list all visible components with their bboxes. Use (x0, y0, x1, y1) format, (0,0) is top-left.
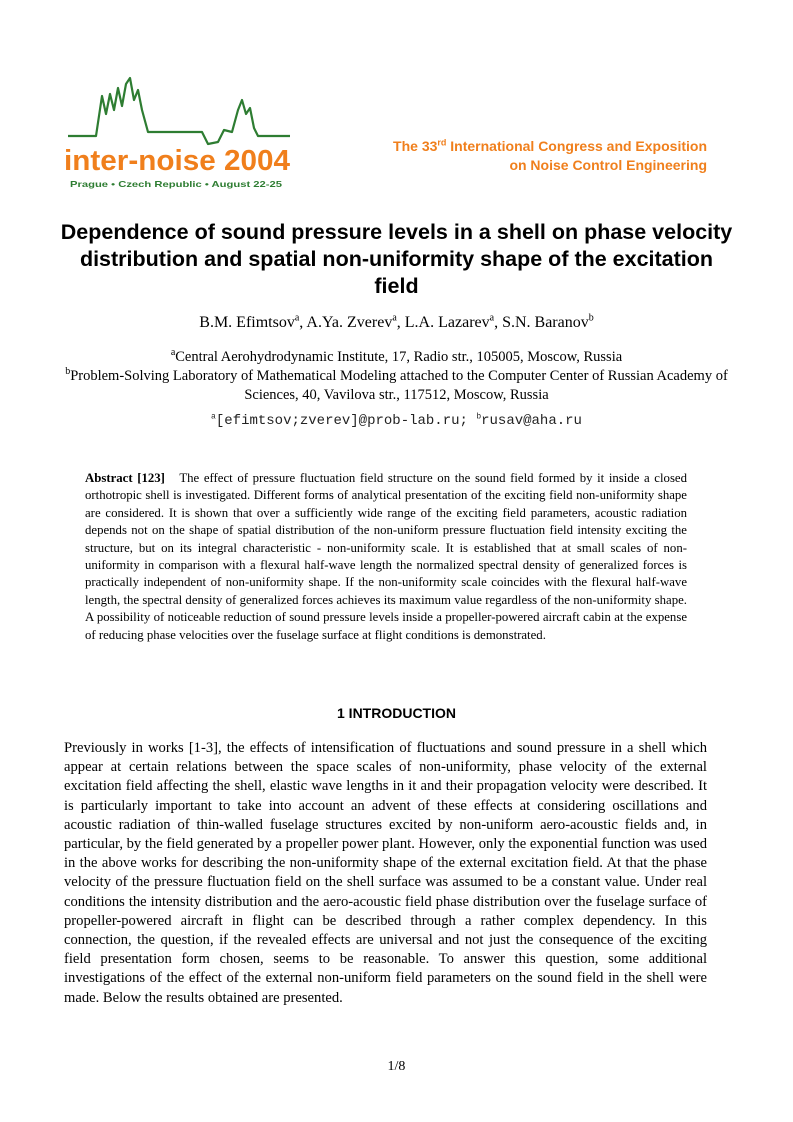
conference-name (393, 137, 707, 175)
contact-emails: $^a$[efimtsov;zverev]@prob-lab.ru; $^b$rusav@aha.ru (211, 412, 582, 429)
abstract-text: The effect of pressure fluctuation field structure on the sound field formed by it inside a closed orthotropic shell is investigated. Different forms of analytical presentation of the exciting field non-uniformity shape are considered. It is shown that over a sufficiently wide range of the exciting field parameters, acoustic radiation depends not on the shape of spatial distribution of the non-uniform pressure fluctuation field intensity exciting the structure, but on its integral characteristic - non-uniformity scale. It is established that at small scales of non-uniformity in comparison with a flexural half-wave length the normalized spectral density of generalized forces is practically independent of non-uniformity shape. If the non-uniformity scale coincides with the flexural half-wave length, the spectral density of generalized forces achieves its maximum value regardless of the non-uniformity shape. A possibility of noticeable reduction of sound pressure levels inside a propeller-powered aircraft cabin at the expense of reducing phase velocities over the fuselage surface at flight conditions is demonstrated. (85, 471, 687, 642)
conference-logo (62, 70, 294, 194)
email-link[interactable]: [efimtsov;zverev]@prob-lab.ru; (215, 413, 468, 429)
affiliation: $^b$Problem-Solving Laboratory of Mathematical Modeling attached to the Computer Center of Russian Academy of Sciences, 40, Vavilova str., 117512, Moscow, Russia (65, 366, 728, 403)
logo-graphic (62, 70, 294, 194)
author: L.A. Lazarev (404, 314, 490, 331)
author: B.M. Efimtsov (199, 314, 295, 331)
logo-tagline: Prague • Czech Republic • August 22-25 (70, 179, 283, 189)
affiliation: $^a$Central Aerohydrodynamic Institute, 17, Radio str., 105005, Moscow, Russia (170, 347, 623, 365)
page-number: 1/8 (387, 1059, 406, 1074)
email-link[interactable]: rusav@aha.ru (481, 413, 582, 429)
conference-line-1: The 33rd International Congress and Exposition (393, 137, 707, 154)
introduction-paragraph: Previously in works [1-3], the effects of intensification of fluctuations and sound pressure in a shell which appear at certain relations between the space scales of non-uniformity, phase velocity of the external excitation field affecting the shell, elastic wave lengths in it and their propagation velocity were described. It is particularly important to take into account an advent of these effects at considering oscillations and acoustic radiation of thin-walled fuselage structures excited by non-uniform aero-acoustic fields and, in particular, by the field generated by a propeller power plant. However, only the exponential function was used in the above works for describing the non-uniformity shape of the external excitation field. At that the phase velocity of the pressure fluctuation field on the shell surface was assumed to be a constant value. Under real conditions the intensity distribution and the aero-acoustic field phase distribution over the fuselage surface of propeller-powered aircraft in flight can be described through a rather complex dependency. In this connection, the question, if the revealed effects are universal and not just the consequence of the exciting field presentation form chosen, seems to be reasonable. To answer this question, some additional investigations of the effect of the external non-uniform field parameters on the sound field in the shell were made. Below the results obtained are presented. (64, 740, 707, 1006)
author: A.Ya. Zverev (306, 314, 393, 331)
conference-line-2: on Noise Control Engineering (509, 157, 707, 173)
section-heading: 1 INTRODUCTION (337, 705, 456, 721)
abstract (85, 470, 687, 644)
author: S.N. Baranov (502, 314, 589, 331)
author-list: B.M. Efimtsov$^a$, A.Ya. Zverev$^a$, L.A. Lazarev$^a$, S.N. Baranov$^b$ (199, 312, 594, 331)
noise-waveform-line (68, 78, 290, 144)
affiliations (60, 348, 733, 405)
logo-wordmark: inter-noise 2004 (64, 145, 290, 177)
paper-title: Dependence of sound pressure levels in a shell on phase velocity distribution and spatial non-uniformity shape of the excitation field (60, 220, 733, 298)
abstract-label: Abstract [123] (85, 471, 165, 485)
